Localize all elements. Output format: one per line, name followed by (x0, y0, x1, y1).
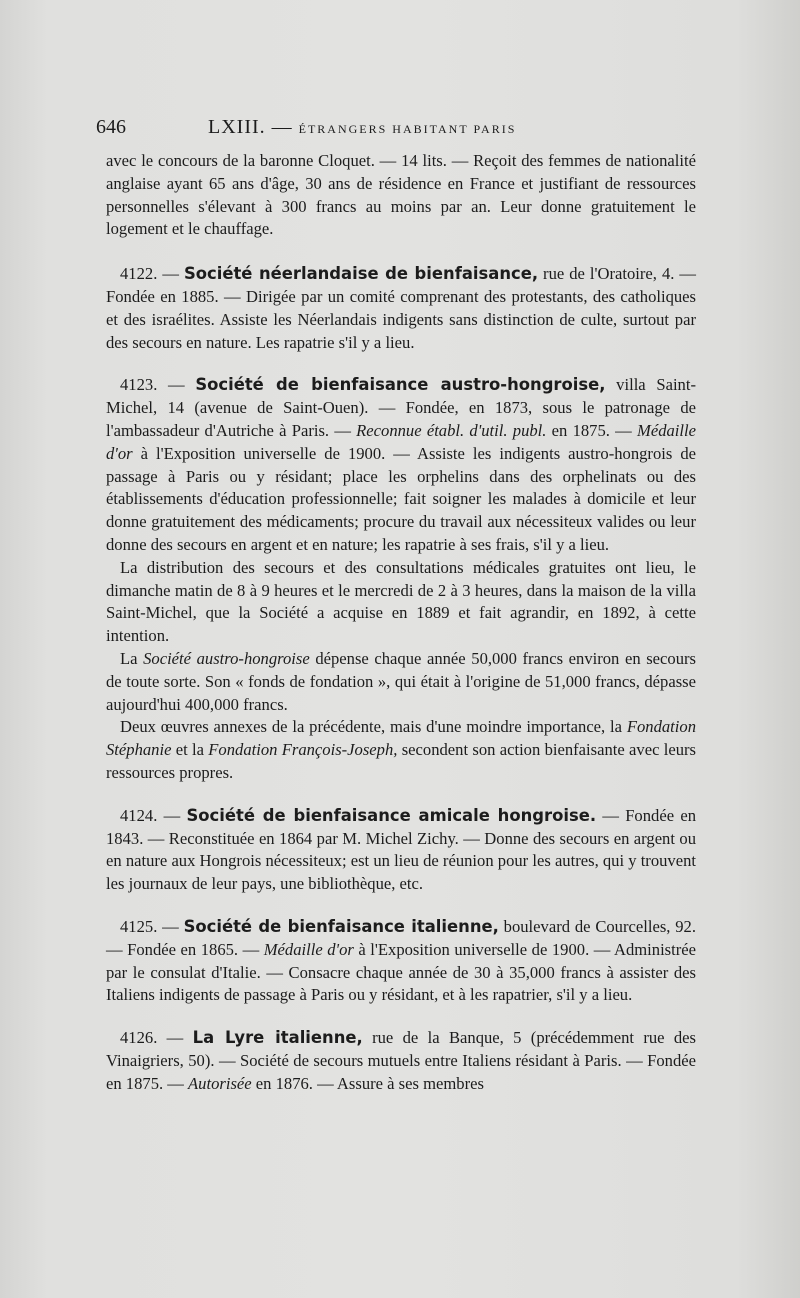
entry-text: et la (171, 740, 209, 760)
entry-name: La Lyre italienne, (192, 1028, 363, 1048)
entry-italic: Autorisée (188, 1073, 252, 1093)
entry-text: à l'Exposition universelle de 1900. — Assiste les indigents austro-hongrois de passage à Paris ou y résidant; place les orphelins dans des orphelinats ou des établissements d'éducation professionnelle; fait soigner les malades à domicile et leur donne gratuitement des médicaments; procure du travail aux nécessiteux valides ou leur donne des secours en argent et en nature; les rapatrie à ses frais, s'il y a lieu. (106, 443, 696, 554)
entry-italic: Fondation François-Joseph, (208, 740, 398, 760)
entry-text: en 1875. — (546, 420, 638, 440)
entry-italic: Société austro-hongroise (143, 648, 310, 668)
entry-4123-paragraph-4 (106, 716, 696, 784)
entry-text: — Fondée en 1843. — Reconstituée en 1864 par M. Michel Zichy. — Donne des secours en argent ou en nature aux Hongrois nécessiteux; est un lieu de réunion pour les autres, qui y trouvent les journaux de leur pays, une bibliothèque, etc. (106, 805, 696, 894)
entry-number: 4126. — (120, 1028, 193, 1048)
running-header (96, 116, 696, 142)
entry-4126 (106, 1027, 696, 1095)
entry-text: dépense chaque année 50,000 francs environ en secours de toute sorte. Son « fonds de fondation », qui était à l'origine de 51,000 francs, dépasse aujourd'hui 400,000 francs. (106, 648, 696, 714)
page-number: 646 (96, 116, 126, 138)
entry-number: 4125. — (120, 916, 184, 936)
entry-4123 (106, 374, 696, 556)
entry-italic: Reconnue établ. d'util. publ. (356, 420, 547, 440)
entry-4123-paragraph-2: La distribution des secours et des consultations médicales gratuites ont lieu, le dimanche matin de 8 à 9 heures et le mercredi de 2 à 3 heures, dans la maison de la villa Saint-Michel, que la Société a acquise en 1889 et fait agrandir, en 1892, à cette intention. (106, 557, 696, 646)
entry-text: villa Saint-Michel, 14 (avenue de Saint-Ouen). — Fondée, en 1873, sous le patronage de l'ambassadeur d'Autriche à Paris. — (106, 375, 696, 440)
entry-text: rue de la Banque, 5 (précédemment rue des Vinaigriers, 50). — Société de secours mutuels entre Italiens résidant à Paris. — Fondée en 1875. — (106, 1028, 696, 1093)
entry-text: Deux œuvres annexes de la précédente, mais d'une moindre importance, la (120, 717, 627, 737)
entry-italic: Médaille d'or (106, 420, 696, 463)
entry-text: La (120, 648, 144, 668)
continued-paragraph: avec le concours de la baronne Cloquet. — 14 lits. — Reçoit des femmes de nationalité anglaise ayant 65 ans d'âge, 30 ans de résidence en France et justifiant de ressources personnelles s'élevant à 300 francs au moins par an. Leur donne gratuitement le logement et le chauffage. (106, 151, 696, 239)
entry-name: Société de bienfaisance amicale hongroise. (186, 805, 597, 825)
entry-italic: Médaille d'or (263, 939, 354, 959)
entry-number: 4123. — (120, 375, 196, 395)
entry-italic: Fondation Stéphanie (106, 717, 696, 760)
page-body (106, 150, 696, 1095)
chapter-number: LXIII. (208, 116, 266, 138)
entry-4124 (106, 805, 696, 896)
entry-text: à l'Exposition universelle de 1900. — Administrée par le consulat d'Italie. — Consacre chaque année de 30 à 35,000 francs à assister des Italiens indigents de passage à Paris ou y résidant, et à les rapatrier, s'il y a lieu. (106, 939, 697, 1005)
entry-4122 (106, 263, 696, 354)
entry-text: en 1876. — Assure à ses membres (251, 1073, 484, 1093)
chapter-title (208, 116, 516, 139)
entry-text: secondent son action bienfaisante avec leurs ressources propres. (106, 740, 696, 782)
header-dash: — (271, 116, 293, 138)
entry-4125 (106, 916, 696, 1007)
entry-text: boulevard de Courcelles, 92. — Fondée en 1865. — (106, 916, 696, 959)
entry-number: 4122. — (120, 264, 184, 284)
entry-name: Société de bienfaisance austro-hongroise, (195, 375, 606, 395)
entry-4123-paragraph-3 (106, 648, 696, 716)
running-title: ÉTRANGERS HABITANT PARIS (298, 122, 517, 136)
entry-name: Société de bienfaisance italienne, (183, 916, 499, 936)
entry-text: rue de l'Oratoire, 4. — Fondée en 1885. — Dirigée par un comité comprenant des protestants, des catholiques et des israélites. Assiste les Néerlandais indigents sans distinction de culte, surtout par des secours en nature. Les rapatrie s'il y a lieu. (106, 264, 696, 352)
entry-number: 4124. — (120, 805, 187, 825)
entry-name: Société néerlandaise de bienfaisance, (183, 264, 539, 284)
